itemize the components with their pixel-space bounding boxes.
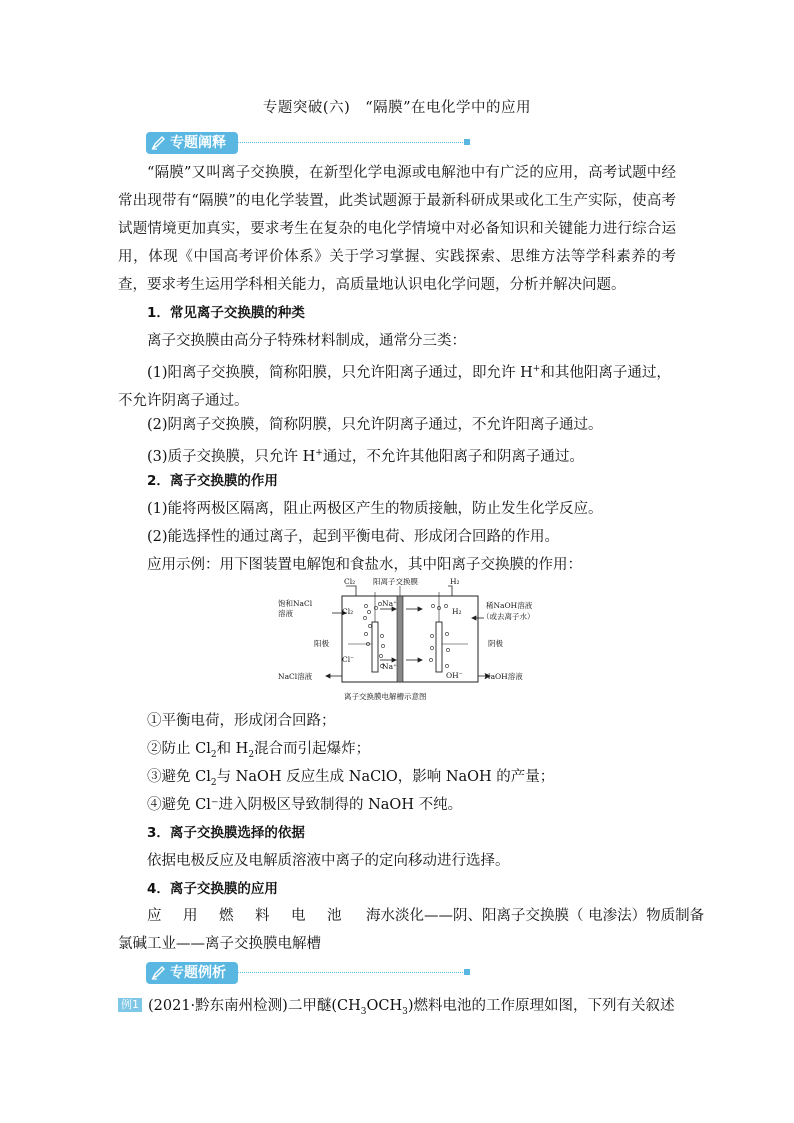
h1-item-3: (3)质子交换膜，只允许 H+通过，不允许其他阳离子和阴离子通过。 (147, 448, 584, 465)
example-tag: 例1 (118, 998, 142, 1012)
h2-item-1: (1)能将两极区隔离，阻止两极区产生的物质接触，防止发生化学反应。 (147, 501, 603, 517)
h1-item-1: (1)阳离子交换膜，简称阳膜，只允许阳离子通过，即允许 H+和其他阳离子通过，不允许阴离子通过。 (118, 364, 671, 409)
label-h2-inner: H₂ (452, 607, 462, 616)
pen-icon (151, 966, 165, 980)
label-cl-minus: Cl⁻ (342, 655, 355, 664)
h1-text: 离子交换膜由高分子特殊材料制成，通常分三类： (147, 333, 466, 349)
example-source: (2021·黔东南州检测) (148, 998, 288, 1014)
label-anode: 阳极 (314, 639, 329, 648)
section-banner-examples (146, 962, 471, 984)
label-cathode: 阴极 (488, 639, 503, 648)
label-right-in-1: 稀NaOH溶液 (486, 601, 533, 610)
label-oh-minus: OH⁻ (446, 671, 463, 680)
pen-icon (151, 136, 165, 150)
heading-2: 2．离子交换膜的作用 (147, 473, 278, 489)
label-na-top: Na⁺ (382, 599, 397, 608)
label-left-out: NaCl溶液 (278, 672, 313, 681)
label-cl2-inner: Cl₂ (342, 607, 354, 616)
label-right-in-2: （或去离子水） (482, 612, 534, 621)
section-label: 专题阐释 (146, 132, 238, 154)
example-1: 例1 (2021·黔东南州检测)二甲醚$(CH_3OCH_3)$燃料电池的工作原理如图，下列有关叙述 (118, 992, 676, 1026)
heading-3: 3．离子交换膜选择的依据 (147, 825, 305, 841)
h2-item-2: (2)能选择性的通过离子，起到平衡电荷、形成闭合回路的作用。 (147, 529, 560, 545)
app-char: 电 (291, 908, 306, 924)
intro-paragraph: “隔膜”又叫离子交换膜，在新型化学电源或电解池中有广泛的应用，高考试题中经常出现带有“隔膜”的电化学装置，此类试题源于最新科研成果或化工生产实际，使高考试题情境更加真实，要求考生在复杂的电化学情境中对必备知识和关键能力进行综合运用，体现《中国高考评价体系》关于学习掌握、实践探索、思维方法等学科素养的考查，要求考生运用学科相关能力，高质量地认识电化学问题，分析并解决问题。 (118, 165, 676, 293)
effect-1: ①平衡电荷，形成闭合回路； (147, 713, 336, 729)
heading-4: 4．离子交换膜的应用 (147, 881, 278, 897)
label-membrane: 阳离子交换膜 (373, 578, 418, 586)
section-banner-explanation (146, 132, 471, 154)
label-left-in-2: 溶液 (278, 609, 293, 618)
figure-caption: 离子交换膜电解槽示意图 (344, 692, 427, 701)
effect-2: ②防止 $Cl_2$和 $H_2$混合而引起爆炸； (147, 741, 371, 760)
app-char: 料 (255, 908, 270, 924)
label-right-out: NaOH溶液 (484, 672, 523, 681)
label-left-in-1: 饱和NaCl (278, 599, 313, 608)
page-title: 专题突破(六) “隔膜”在电化学中的应用 (262, 100, 532, 116)
label-na-bottom: Na⁺ (382, 662, 397, 671)
section-label: 专题例析 (146, 962, 238, 984)
h3-text: 依据电极反应及电解质溶液中离子的定向移动进行选择。 (147, 853, 510, 869)
effect-3: ③避免 $Cl_2$与 NaOH 反应生成 NaClO，影响 NaOH 的产量； (147, 769, 555, 788)
heading-1: 1．常见离子交换膜的种类 (147, 305, 305, 321)
app-char: 应 (147, 908, 162, 924)
app-char: 用 (183, 908, 198, 924)
applications-line-2: 氯碱工业——离子交换膜电解槽 (118, 936, 321, 952)
label-cl2-out: Cl₂ (344, 578, 356, 586)
app-char: 燃 (219, 908, 234, 924)
app-char: 池 (327, 908, 342, 924)
h1-item-2: (2)阴离子交换膜，简称阴膜，只允许阴离子通过，不允许阳离子通过。 (147, 417, 603, 433)
effect-4: ④避免 Cl⁻进入阴极区导致制得的 NaOH 不纯。 (147, 797, 463, 813)
h2-example: 应用示例：用下图装置电解饱和食盐水，其中阳离子交换膜的作用： (147, 557, 582, 573)
app-desc: 海水淡化——阴、阳离子交换膜（ 电渗法）物质制备 (366, 908, 705, 924)
electrolysis-diagram (276, 578, 534, 704)
label-h2-out: H₂ (450, 578, 460, 586)
